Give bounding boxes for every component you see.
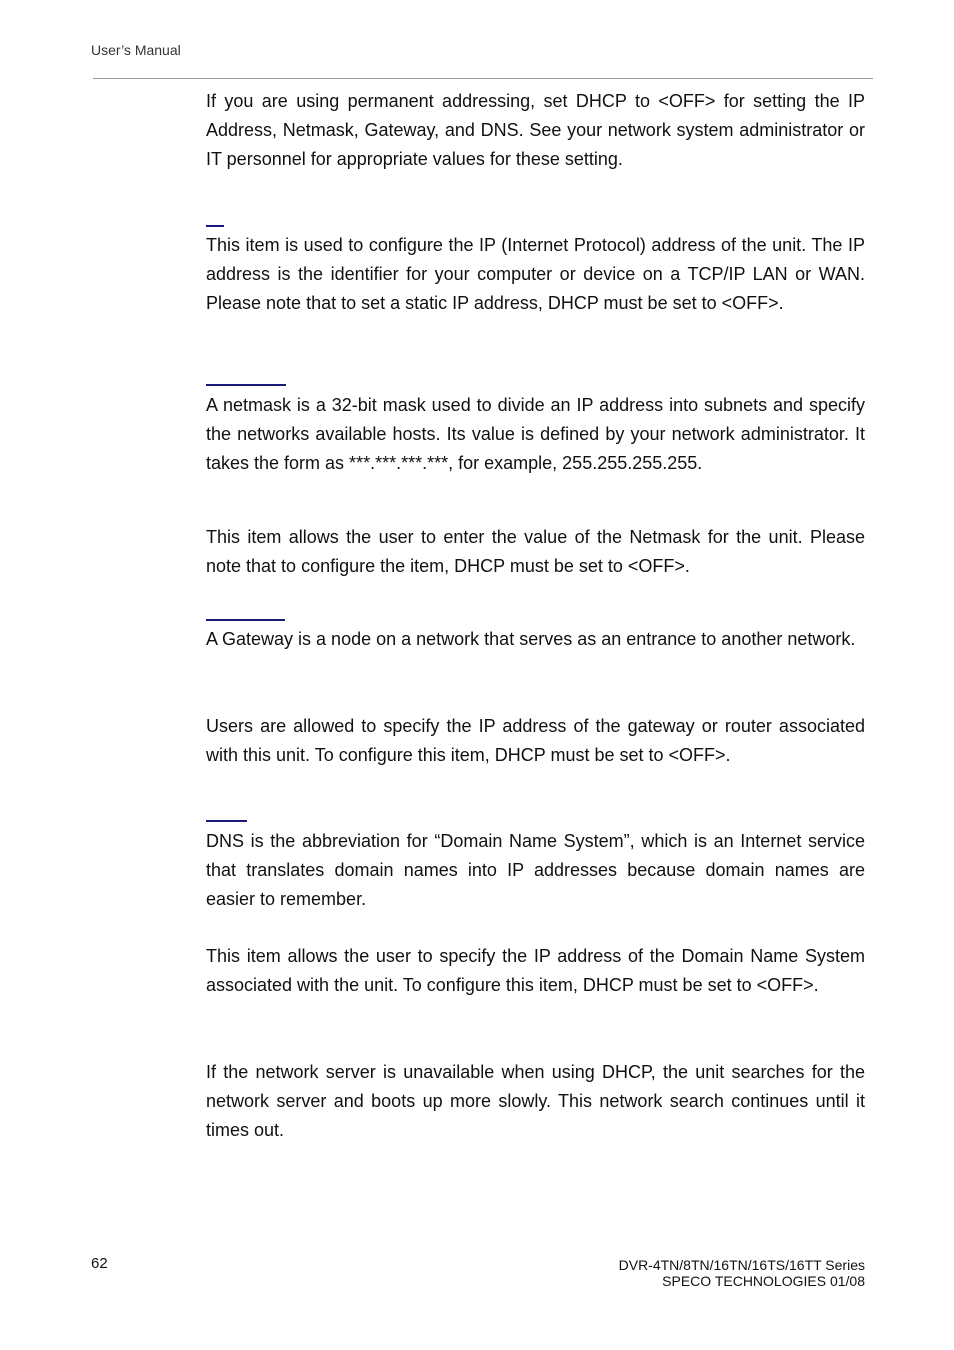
page-number: 62 (91, 1255, 108, 1272)
gateway-paragraph-2: Users are allowed to specify the IP address of the gateway or router associated with this unit. To configure this item, DHCP must be set to <OFF>. (206, 716, 865, 765)
gateway-heading-underline (206, 619, 285, 621)
dns-paragraph-2: This item allows the user to specify the IP address of the Domain Name System associated with the unit. To configure this item, DHCP must be set to <OFF>. (206, 946, 865, 995)
netmask-heading-underline (206, 384, 286, 386)
footer-company: SPECO TECHNOLOGIES 01/08 (662, 1273, 865, 1289)
dns-paragraph-3: If the network server is unavailable when using DHCP, the unit searches for the network server and boots up more slowly. This network search continues until it times out. (206, 1062, 865, 1140)
footer-series: DVR-4TN/8TN/16TN/16TS/16TT Series (618, 1257, 865, 1273)
header-title: User’s Manual (91, 42, 181, 58)
dns-heading-underline (206, 820, 247, 822)
ip-paragraph: This item is used to configure the IP (Internet Protocol) address of the unit. The IP address is the identifier for your computer or device on a TCP/IP LAN or WAN. Please note that to set a static IP address, DHCP must be set to <OFF>. (206, 235, 865, 313)
ip-heading-underline (206, 225, 224, 227)
footer-info (619, 1257, 865, 1289)
dns-paragraph-1: DNS is the abbreviation for “Domain Name System”, which is an Internet service that translates domain names into IP addresses because domain names are easier to remember. (206, 831, 865, 909)
header-divider (93, 78, 873, 79)
netmask-paragraph-2: This item allows the user to enter the value of the Netmask for the unit. Please note that to configure the item, DHCP must be set to <OFF>. (206, 527, 865, 576)
netmask-paragraph-1: A netmask is a 32-bit mask used to divide an IP address into subnets and specify the networks available hosts. Its value is defined by your network administrator. It takes the form as ***.***.***.***, for example, 255.255.255.255. (206, 395, 865, 473)
intro-paragraph: If you are using permanent addressing, set DHCP to <OFF> for setting the IP Address, Netmask, Gateway, and DNS. See your network system administrator or IT personnel for appropriate values for these setting. (206, 91, 865, 169)
gateway-paragraph-1: A Gateway is a node on a network that serves as an entrance to another network. (206, 629, 856, 649)
